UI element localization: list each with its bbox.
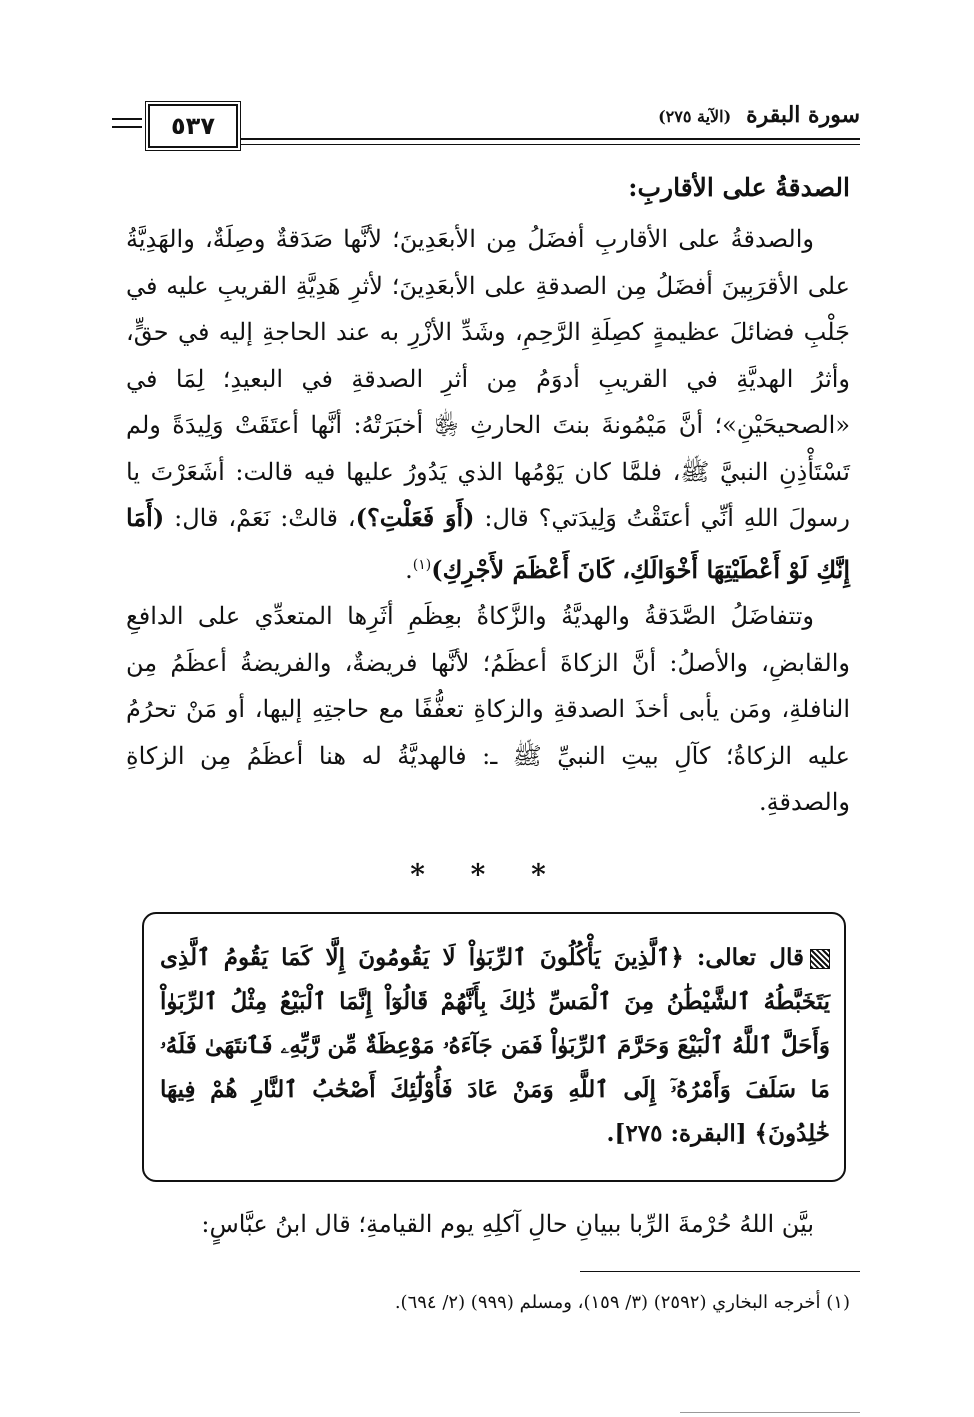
page-number: ٥٣٧ <box>148 104 238 148</box>
ornament-icon <box>810 949 830 969</box>
footnote: (١) أخرجه البخاري (٢٥٩٢) (٣/ ١٥٩)، ومسلم (٩٩٩) (٢/ ٦٩٤). <box>394 1292 850 1313</box>
paragraph: بيَّن اللهُ حُرْمةَ الرِّبا ببيانِ حالِ آكلِهِ يوم القيامةِ؛ قال ابنُ عبَّاسٍ: <box>201 1210 814 1238</box>
header-rule <box>240 138 860 140</box>
paragraph <box>126 216 850 593</box>
verse-reference: (الآية ٢٧٥) <box>658 107 732 126</box>
section-separator: * * * <box>410 858 564 891</box>
verse-citation: [البقرة: ٢٧٥]. <box>606 1120 747 1147</box>
footnote-marker[interactable]: (١) <box>412 556 432 573</box>
quran-verse-box <box>142 912 846 1182</box>
paragraph-text: والصدقةُ على الأقاربِ أفضَلُ مِن الأبعَدِينَ؛ لأنَّها صَدَقةٌ وصِلَةٌ، والهَدِيَّةُ على الأقرَبِينَ أفضَلُ مِن الصدقةِ على الأبعَدِينَ؛ لأثرِ هَدِيَّةِ القريبِ عليه في جَلْبِ فضائلَ عظيمةٍ كصِلَةِ الرَّحِمِ، وشَدِّ الأزْرِ به عند الحاجةِ إليه في حقٍّ، وأثرُ الهديَّةِ في القريبِ أدوَمُ مِن أثرِ الصدقةِ في البعيدِ؛ لِمَا في «الصحيحَيْنِ»؛ أنَّ مَيْمُونةَ بنتَ الحارثِ ﵂ أخبَرَتْهُ: أنَّها أعتَقَتْ وَلِيدَةً ولم تَسْتَأْذِنِ النبيَّ ﷺ، فلمَّا كان يَوْمُها الذي يَدُورُ عليها فيه قالت: أشَعَرْتَ يا رسولَ اللهِ أنِّي أعتَقْتُ وَلِيدَتي؟ قال: <box>126 225 850 532</box>
section-title: الصدقةُ على الأقاربِ: <box>628 173 850 202</box>
verse-intro: قال تعالى: <box>696 944 804 971</box>
footnote-rule <box>580 1271 860 1272</box>
bottom-rule <box>680 1412 860 1413</box>
page-header <box>112 100 860 148</box>
header-rule <box>240 144 860 145</box>
hadith-quote: (أَمَا إِنَّكِ لَوْ أَعْطَيْتِهَا أَخْوَالَكِ، كَانَ أَعْظَمَ لأَجْرِكِ) <box>126 503 850 584</box>
paragraph: وتتفاضَلُ الصَّدَقةُ والهديَّةُ والزَّكاةُ بعِظَمِ أثَرِها المتعدِّي على الدافعِ والقابضِ، والأصلُ: أنَّ الزكاةَ أعظَمُ؛ لأنَّها فريضةٌ، والفريضةُ أعظَمُ مِن النافلةِ، ومَن يأبى أخذَ الصدقةِ والزكاةِ تعفُّفًا مع حاجتِهِ إليها، أو مَنْ تحرُمُ عليه الزكاةُ؛ كآلِ بيتِ النبيِّ ﷺ ـ: فالهديَّةُ له هنا أعظَمُ مِن الزكاةِ والصدقةِ. <box>126 602 850 816</box>
paragraph-text: . <box>405 555 413 584</box>
header-rule <box>112 126 142 128</box>
sura-name: سورة البقرة <box>746 102 860 128</box>
hadith-quote: (أَوَ فَعَلْتِ؟) <box>355 503 475 532</box>
main-text <box>126 168 850 826</box>
running-head <box>658 102 860 128</box>
header-rule <box>112 118 142 120</box>
quran-verse: ﴿ٱلَّذِينَ يَأْكُلُونَ ٱلرِّبَوٰاْ لَا يَقُومُونَ إِلَّا كَمَا يَقُومُ ٱلَّذِى يَتَخَبَّطُهُ ٱلشَّيْطَٰنُ مِنَ ٱلْمَسِّ ذَٰلِكَ بِأَنَّهُمْ قَالُوٓاْ إِنَّمَا ٱلْبَيْعُ مِثْلُ ٱلرِّبَوٰاْ وَأَحَلَّ ٱللَّهُ ٱلْبَيْعَ وَحَرَّمَ ٱلرِّبَوٰاْ فَمَن جَآءَهُۥ مَوْعِظَةٌ مِّن رَّبِّهِۦ فَٱنتَهَىٰ فَلَهُۥ مَا سَلَفَ وَأَمْرُهُۥٓ إِلَى ٱللَّهِ وَمَنْ عَادَ فَأُوْلَٰٓئِكَ أَصْحَٰبُ ٱلنَّارِ هُمْ فِيهَا خَٰلِدُونَ﴾ <box>160 944 830 1147</box>
paragraph-text: ، قالتْ: نَعَمْ، قال: <box>174 504 356 532</box>
verse-text <box>160 936 830 1156</box>
